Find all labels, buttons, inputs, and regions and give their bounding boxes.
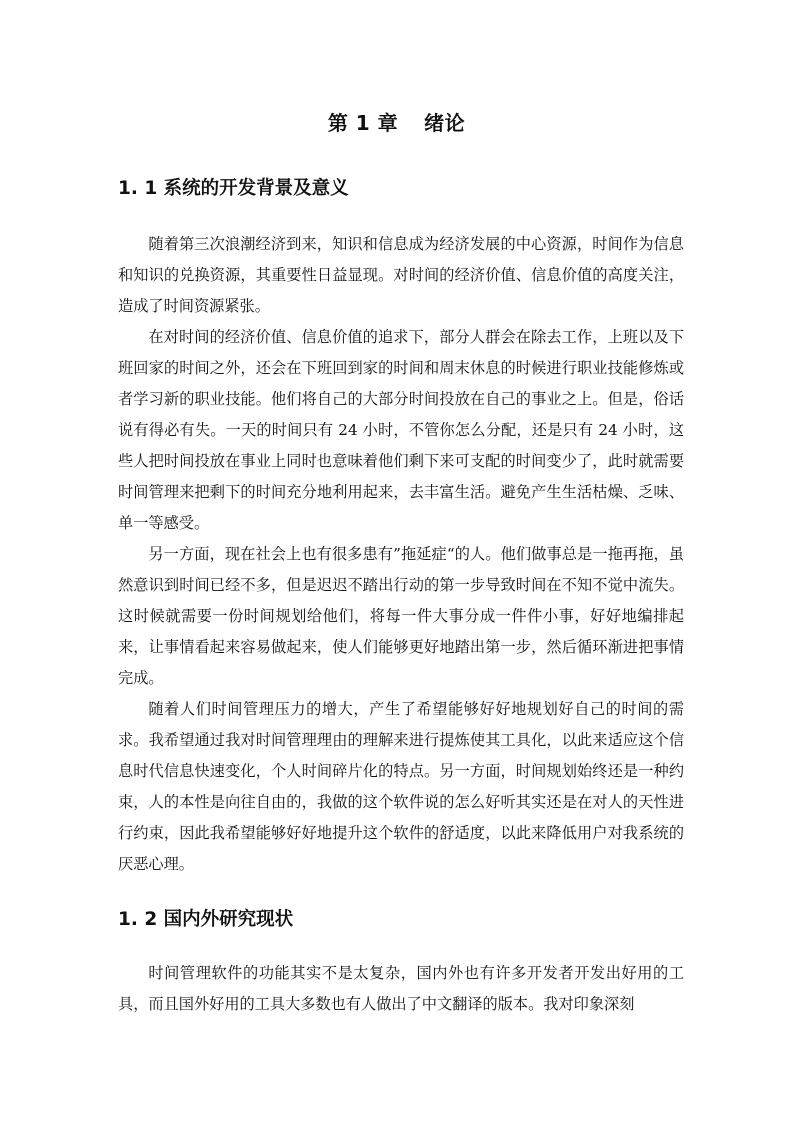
- paragraph-research-1: 时间管理软件的功能其实不是太复杂，国内外也有许多开发者开发出好用的工具，而且国外好用的工具大多数也有人做出了中文翻译的版本。我对印象深刻: [118, 964, 684, 1013]
- chapter-title: [0, 108, 793, 138]
- paragraph-background-4: 随着人们时间管理压力的增大，产生了希望能够好好地规划好自己的时间的需求。我希望通过我对时间管理理由的理解来进行提炼使其工具化，以此来适应这个信息时代信息快速变化，个人时间碎片化的特点。另一方面，时间规划始终还是一种约束，人的本性是向往自由的，我做的这个软件说的怎么好听其实还是在对人的天性进行约束，因此我希望能够好好地提升这个软件的舒适度，以此来降低用户对我系统的厌恶心理。: [118, 700, 684, 873]
- section-heading-1-1: 1. 1 系统的开发背景及意义: [118, 178, 349, 199]
- paragraph-background-3: 另一方面，现在社会上也有很多患有”拖延症“的人。他们做事总是一拖再拖，虽然意识到时间已经不多，但是迟迟不踏出行动的第一步导致时间在不知不觉中流失。这时候就需要一份时间规划给他们，将每一件大事分成一件件小事，好好地编排起来，让事情看起来容易做起来，使人们能够更好地踏出第一步，然后循环渐进把事情完成。: [118, 545, 684, 687]
- section-heading-1-2: 1. 2 国内外研究现状: [118, 909, 294, 930]
- paragraph-background-1: 随着第三次浪潮经济到来，知识和信息成为经济发展的中心资源，时间作为信息和知识的兑换资源，其重要性日益显现。对时间的经济价值、信息价值的高度关注，造成了时间资源紧张。: [118, 235, 684, 315]
- paragraph-background-2: 在对时间的经济价值、信息价值的追求下，部分人群会在除去工作，上班以及下班回家的时间之外，还会在下班回到家的时间和周末休息的时候进行职业技能修炼或者学习新的职业技能。他们将自己的大部分时间投放在自己的事业之上。但是，俗话说有得必有失。一天的时间只有 24 小时，不管你怎么分配，还是只有 24 小时，这些人把时间投放在事业上同时也意味着他们剩下来可支配的时间变少了，此时就需要时间管理来把剩下的时间充分地利用起来，去丰富生活。避免产生生活枯燥、乏味、单一等感受。: [118, 328, 684, 532]
- chapter-name: 绪论: [424, 111, 466, 135]
- chapter-number: 第 1 章: [327, 111, 399, 135]
